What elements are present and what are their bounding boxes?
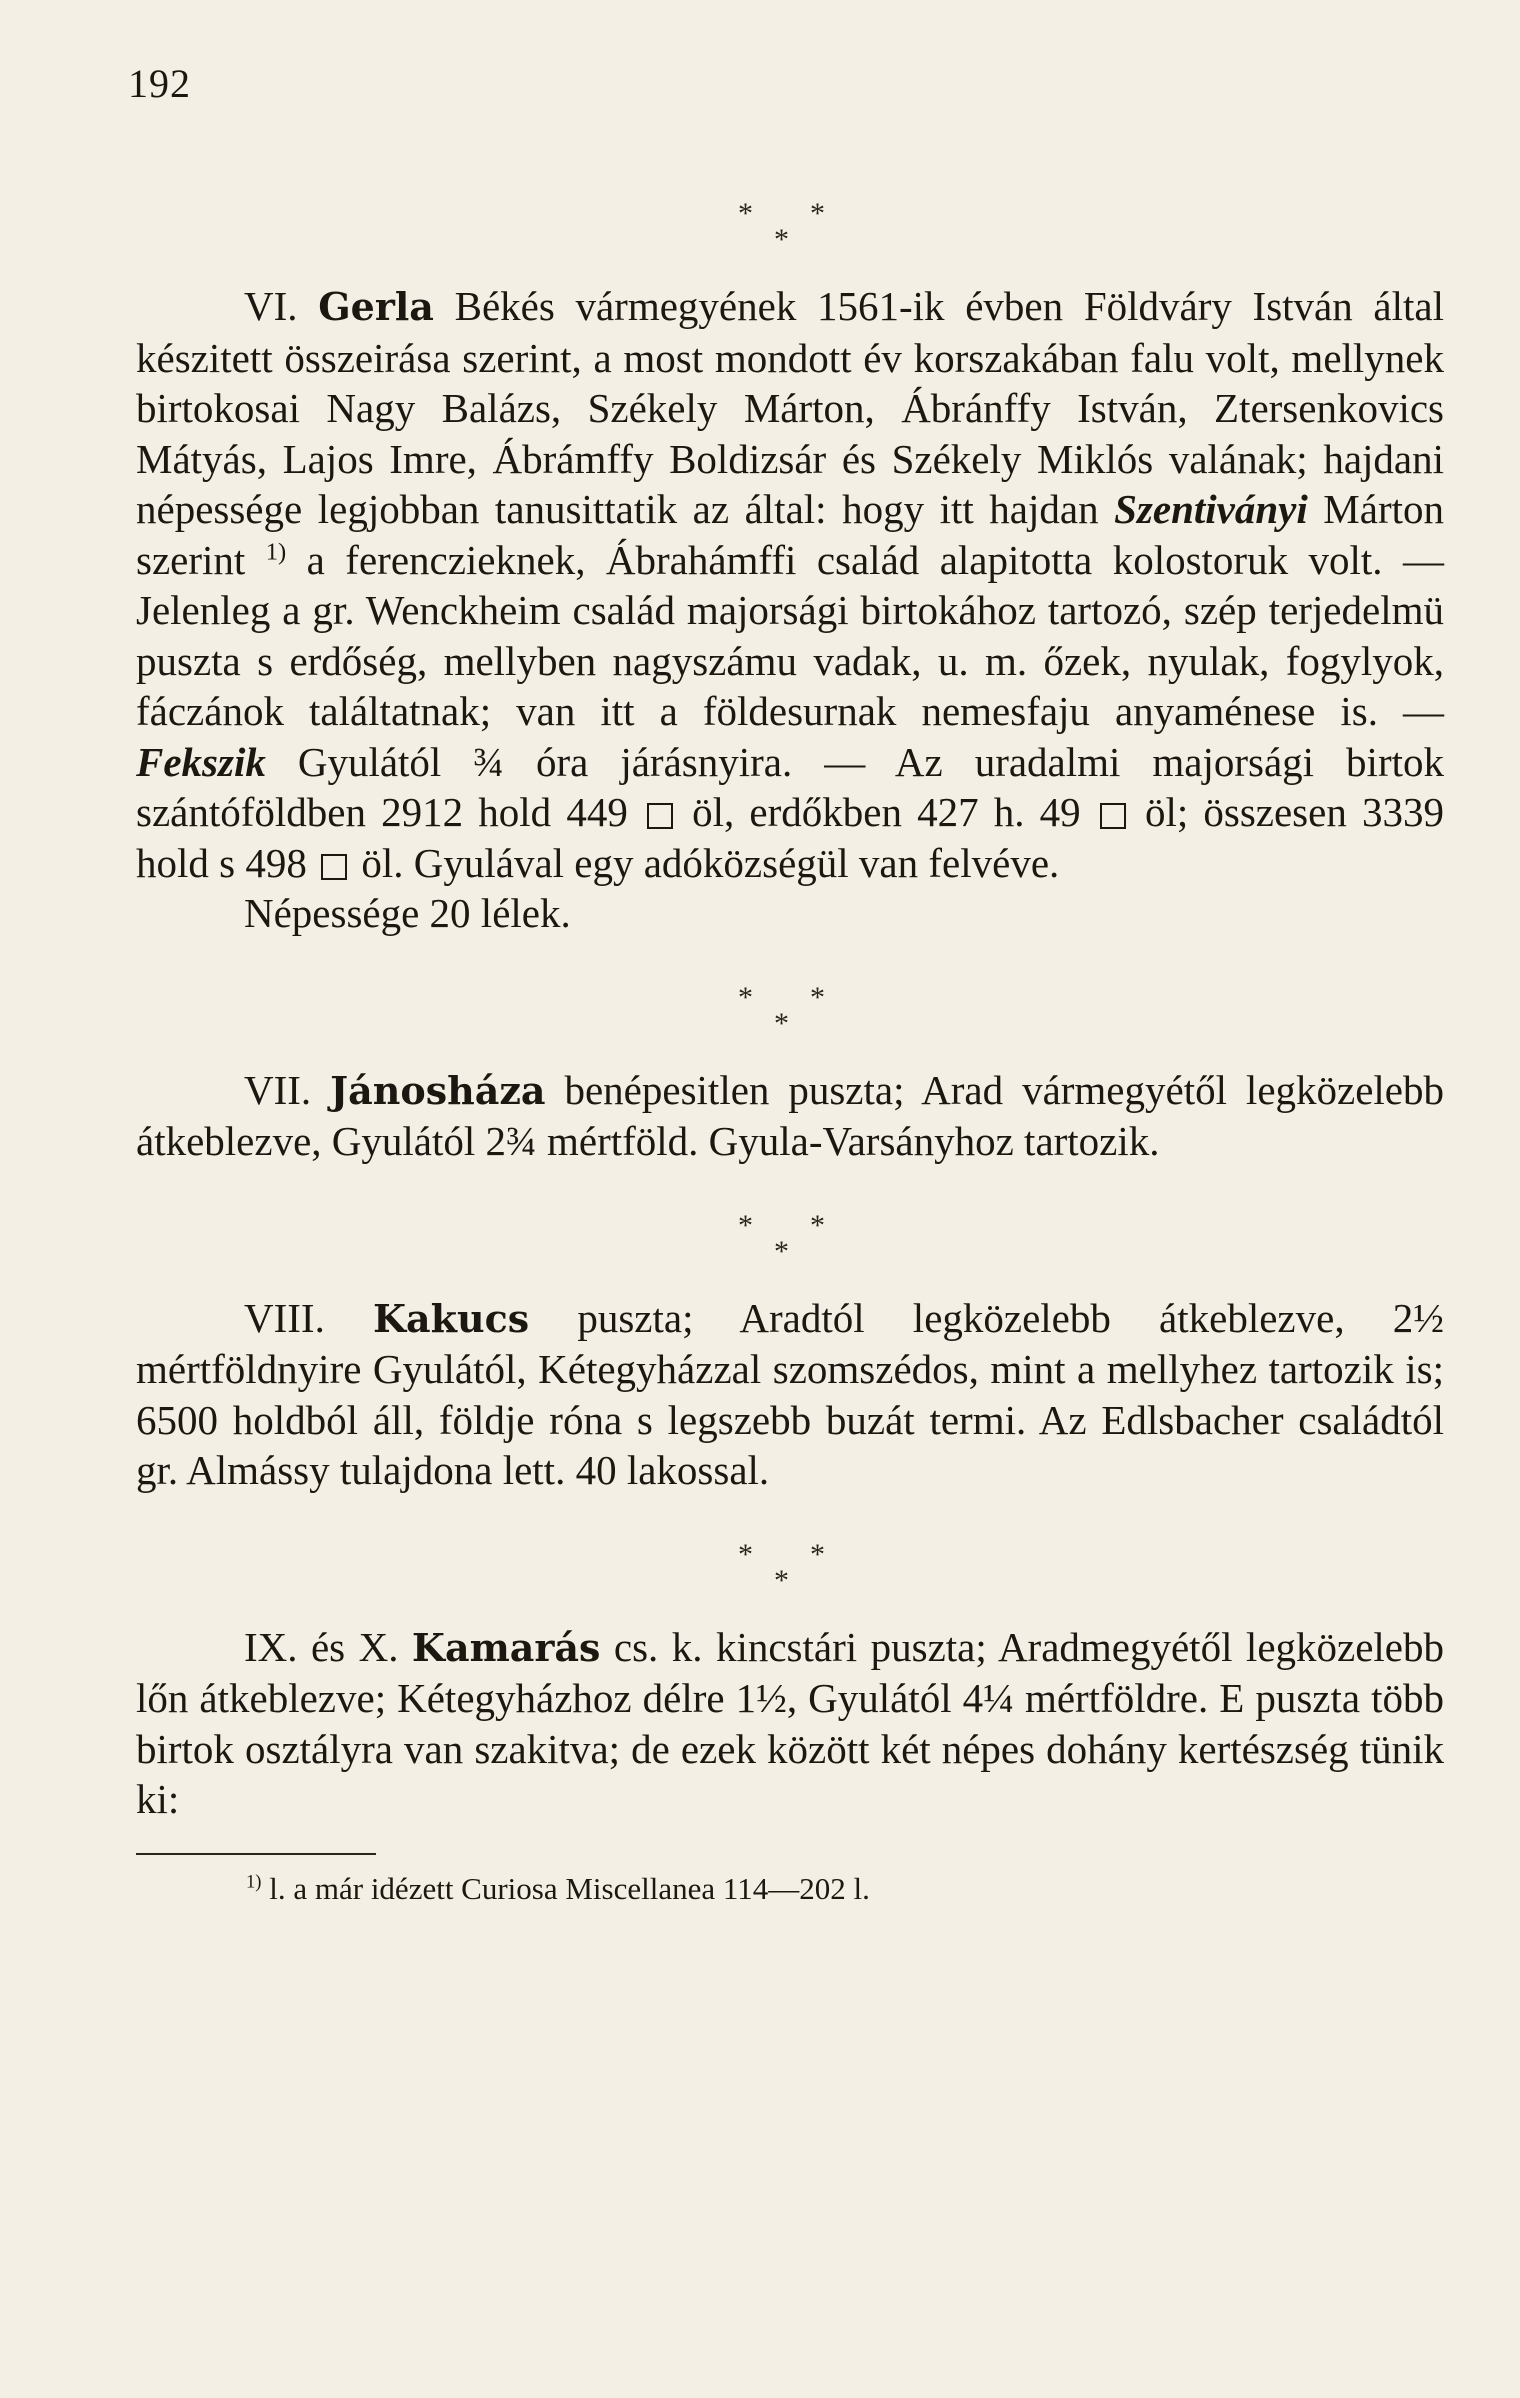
paragraph-text: öl. Gyulával egy adóközségül van felvéve. <box>351 839 1060 886</box>
paragraph-text: puszta; Aradtól legközelebb átkeblezve, 2½ mértföldnyire Gyulától, Kétegyházzal szomszédos, mint a mellyhez tartozik is; 6500 holdból áll, földje róna s legszebb buzát termi. Az Edlsbacher családtól gr. Almássy tulajdona lett. 40 lakossal. <box>136 1294 1444 1493</box>
section-numeral: IX. és X. <box>244 1623 399 1670</box>
section-janoshaza <box>136 1065 1444 1167</box>
asterisk-icon: * <box>738 1208 753 1242</box>
square-fathom-icon <box>647 803 673 829</box>
place-name: Kakucs <box>373 1295 530 1341</box>
place-name: Jánosháza <box>330 1067 546 1113</box>
paragraph-text: Márton szerint <box>136 486 1444 583</box>
paragraph-text: a ferenczieknek, Ábrahámffi család alapitotta kolostoruk volt. — Jelenleg a gr. Wenckheim család majorsági birtokához tartozó, szép terjedelmü puszta s erdőség, mellyben nagyszámu vadak, u. m. őzek, nyulak, fogylyok, fáczánok találtatnak; van itt a földesurnak nemesfaju anyaménese is. — <box>136 536 1444 734</box>
footnote-reference[interactable]: 1) <box>265 537 287 565</box>
asterisk-icon: * <box>810 980 825 1014</box>
emphasis-word: Fekszik <box>136 738 266 785</box>
asterisk-icon: * <box>738 1537 753 1571</box>
asterisk-icon: * <box>774 1006 789 1040</box>
footnote-text: l. a már idézett Curiosa Miscellanea 114—202 l. <box>261 1870 870 1906</box>
cited-author: Szentiványi <box>1114 486 1308 532</box>
section-separator <box>710 1536 870 1622</box>
footnote-mark: 1) <box>246 1871 262 1893</box>
asterisk-icon: * <box>738 197 753 230</box>
paragraph-text: benépesitlen puszta; Arad vármegyétől legközelebb átkeblezve, Gyulától 2¾ mértföld. Gyula-Varsányhoz tartozik. <box>136 1066 1445 1164</box>
asterisk-icon: * <box>774 1234 789 1268</box>
paragraph-text: öl; összesen 3339 hold s 498 <box>136 789 1444 886</box>
paragraph-text: cs. k. kincstári puszta; Aradmegyétől legközelebb lőn átkeblezve; Kétegyházhoz délre 1½, Gyulától 4¼ mértföldre. E puszta több birtok osztályra van szakitva; de ezek között két népes dohány kertészség tünik ki: <box>136 1623 1445 1822</box>
section-numeral: VIII. <box>244 1294 325 1341</box>
section-separator <box>710 1207 870 1293</box>
population-line: Népessége 20 lélek. <box>244 890 571 936</box>
asterisk-icon: * <box>810 1208 825 1242</box>
footnote-divider <box>136 1853 376 1855</box>
asterisk-icon: * <box>738 980 753 1014</box>
square-fathom-icon <box>1100 803 1126 829</box>
place-name: Kamarás <box>411 1624 601 1670</box>
asterisk-icon: * <box>810 197 825 230</box>
section-kakucs <box>136 1293 1444 1496</box>
section-kamaras <box>136 1622 1444 1825</box>
section-separator <box>710 195 870 281</box>
page-number: 192 <box>128 61 191 106</box>
section-numeral: VII. <box>244 1066 312 1113</box>
paragraph-text: Békés vármegyének 1561-ik évben Földváry István által készitett összeirása szerint, a most mondott év korszakában falu volt, mellynek birtokosai Nagy Balázs, Székely Márton, Ábránffy István, Ztersenkovics Mátyás, Lajos Imre, Ábrámffy Boldizsár és Székely Miklós valának; hajdani népessége legjobban tanusittatik az által: hogy itt hajdan <box>136 283 1444 532</box>
text-column <box>136 195 1444 1909</box>
asterisk-icon: * <box>810 1537 825 1571</box>
place-name: Gerla <box>318 284 434 329</box>
section-gerla <box>136 281 1444 888</box>
paragraph-text: Gyulától ¾ óra járásnyira. — Az uradalmi majorsági birtok szántóföldben 2912 hold 449 <box>136 738 1444 835</box>
section-numeral: VI. <box>244 283 298 329</box>
footnote <box>136 1869 1444 1909</box>
asterisk-icon: * <box>774 1563 789 1597</box>
paragraph-text: öl, erdőkben 427 h. 49 <box>676 789 1096 835</box>
asterisk-icon: * <box>774 223 789 256</box>
section-separator <box>710 979 870 1065</box>
square-fathom-icon <box>321 854 347 880</box>
